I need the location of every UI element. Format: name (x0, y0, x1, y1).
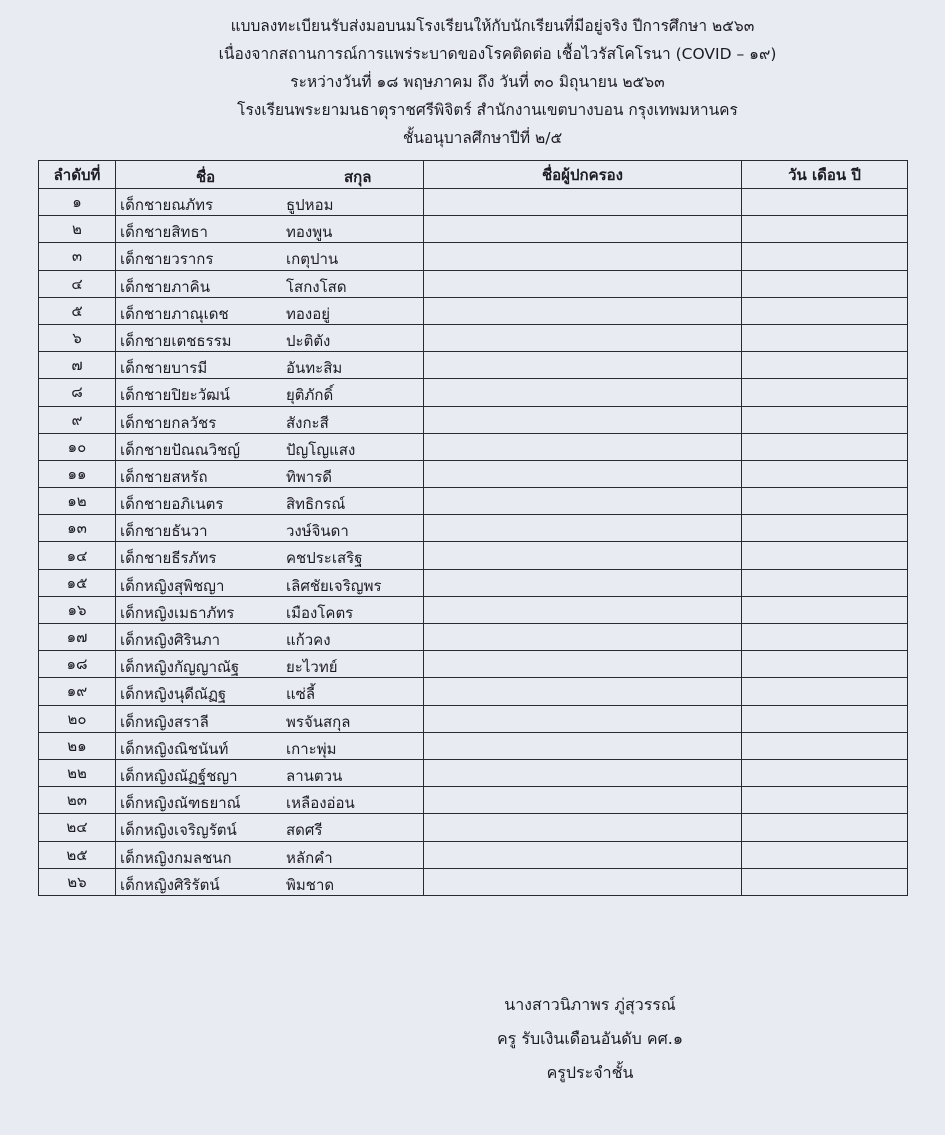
student-name-cell (116, 624, 424, 651)
date-cell[interactable] (742, 379, 908, 406)
student-first-name: เด็กหญิงณัฑธยาณ์ (120, 794, 241, 813)
guardian-name-cell[interactable] (424, 189, 742, 216)
date-cell[interactable] (742, 569, 908, 596)
column-header-date: วัน เดือน ปี (742, 161, 908, 189)
student-last-name: เลิศชัยเจริญพร (286, 576, 382, 595)
row-number: ๑๓ (39, 515, 116, 542)
date-cell[interactable] (742, 787, 908, 814)
table-row (39, 297, 908, 324)
student-first-name: เด็กหญิงสุพิชญา (120, 576, 225, 595)
student-last-name: เกาะพุ่ม (286, 739, 337, 758)
guardian-name-cell[interactable] (424, 488, 742, 515)
guardian-name-cell[interactable] (424, 651, 742, 678)
student-name-cell (116, 814, 424, 841)
row-number: ๔ (39, 270, 116, 297)
student-first-name: เด็กชายเตชธรรม (120, 331, 232, 350)
guardian-name-cell[interactable] (424, 868, 742, 895)
student-name-cell (116, 460, 424, 487)
student-name-cell (116, 569, 424, 596)
table-row (39, 189, 908, 216)
student-first-name: เด็กหญิงณิชนันท์ (120, 739, 229, 758)
student-first-name: เด็กชายอภิเนตร (120, 495, 224, 514)
guardian-name-cell[interactable] (424, 596, 742, 623)
header-school: โรงเรียนพระยามนธาตุราชศรีพิจิตร์ สำนักงานเขตบางบอน กรุงเทพมหานคร (237, 101, 738, 119)
date-cell[interactable] (742, 460, 908, 487)
student-last-name: สดศรี (286, 821, 323, 840)
guardian-name-cell[interactable] (424, 569, 742, 596)
table-row (39, 787, 908, 814)
row-number: ๑๔ (39, 542, 116, 569)
guardian-name-cell[interactable] (424, 297, 742, 324)
student-last-name: วงษ์จินดา (286, 522, 349, 541)
row-number: ๒๖ (39, 868, 116, 895)
date-cell[interactable] (742, 596, 908, 623)
date-cell[interactable] (742, 270, 908, 297)
table-row (39, 841, 908, 868)
student-name-cell (116, 787, 424, 814)
date-cell[interactable] (742, 297, 908, 324)
guardian-name-cell[interactable] (424, 379, 742, 406)
table-row (39, 732, 908, 759)
student-roster-table (38, 160, 908, 896)
row-number: ๒๐ (39, 705, 116, 732)
signature-block (430, 988, 750, 1090)
row-number: ๒ (39, 216, 116, 243)
row-number: ๖ (39, 324, 116, 351)
student-first-name: เด็กชายณภัทร (120, 196, 214, 214)
date-cell[interactable] (742, 542, 908, 569)
table-row (39, 569, 908, 596)
student-last-name: ปะติตัง (286, 331, 331, 350)
date-cell[interactable] (742, 189, 908, 216)
guardian-name-cell[interactable] (424, 705, 742, 732)
guardian-name-cell[interactable] (424, 460, 742, 487)
student-name-cell (116, 379, 424, 406)
row-number: ๑๐ (39, 433, 116, 460)
row-number: ๑๒ (39, 488, 116, 515)
table-row (39, 379, 908, 406)
table-row (39, 352, 908, 379)
student-first-name: เด็กชายบารมี (120, 359, 208, 378)
date-cell[interactable] (742, 216, 908, 243)
student-first-name: เด็กหญิงกัญญาณัฐ (120, 658, 240, 677)
date-cell[interactable] (742, 841, 908, 868)
table-row (39, 515, 908, 542)
student-first-name: เด็กหญิงสราลี (120, 712, 209, 731)
student-last-name: เมืองโคตร (286, 603, 354, 622)
student-name-cell (116, 243, 424, 270)
header-period: ระหว่างวันที่ ๑๘ พฤษภาคม ถึง วันที่ ๓๐ มิถุนายน ๒๕๖๓ (290, 73, 665, 91)
student-name-cell (116, 651, 424, 678)
student-name-cell (116, 406, 424, 433)
student-last-name: ทิพารดี (286, 467, 332, 486)
signature-role: ครูประจำชั้น (546, 1063, 634, 1082)
table-row (39, 270, 908, 297)
student-last-name: เกตุปาน (286, 250, 339, 269)
student-first-name: เด็กหญิงศิริรัตน์ (120, 875, 220, 894)
table-row (39, 596, 908, 623)
student-name-cell (116, 297, 424, 324)
signature-position: ครู รับเงินเดือนอันดับ คศ.๑ (496, 1029, 684, 1048)
student-name-cell (116, 596, 424, 623)
student-first-name: เด็กหญิงศิรินภา (120, 631, 221, 649)
table-header-row (39, 161, 908, 189)
column-header-last-name: สกุล (344, 168, 372, 186)
guardian-name-cell[interactable] (424, 732, 742, 759)
date-cell[interactable] (742, 705, 908, 732)
row-number: ๒๔ (39, 814, 116, 841)
row-number: ๘ (39, 379, 116, 406)
guardian-name-cell[interactable] (424, 515, 742, 542)
guardian-name-cell[interactable] (424, 542, 742, 569)
student-first-name: เด็กชายปัณณวิชญ์ (120, 440, 241, 459)
guardian-name-cell[interactable] (424, 352, 742, 379)
row-number: ๑ (39, 189, 116, 216)
column-header-guardian: ชื่อผู้ปกครอง (424, 161, 742, 189)
row-number: ๑๙ (39, 678, 116, 705)
date-cell[interactable] (742, 515, 908, 542)
guardian-name-cell[interactable] (424, 324, 742, 351)
column-header-no: ลำดับที่ (39, 161, 116, 189)
student-first-name: เด็กหญิงกมลชนก (120, 848, 232, 867)
guardian-name-cell[interactable] (424, 406, 742, 433)
student-name-cell (116, 542, 424, 569)
student-name-cell (116, 678, 424, 705)
date-cell[interactable] (742, 624, 908, 651)
date-cell[interactable] (742, 433, 908, 460)
table-row (39, 814, 908, 841)
date-cell[interactable] (742, 732, 908, 759)
student-first-name: เด็กหญิงเจริญรัตน์ (120, 821, 237, 840)
student-first-name: เด็กชายสหรัถ (120, 467, 208, 486)
student-first-name: เด็กหญิงเมธาภัทร (120, 603, 235, 622)
guardian-name-cell[interactable] (424, 759, 742, 786)
header-reason: เนื่องจากสถานการณ์การแพร่ระบาดของโรคติดต่อ เชื้อไวรัสโคโรนา (COVID – ๑๙) (218, 45, 777, 63)
student-last-name: พรจันสกุล (286, 712, 351, 731)
row-number: ๒๓ (39, 787, 116, 814)
row-number: ๑๑ (39, 460, 116, 487)
date-cell[interactable] (742, 651, 908, 678)
date-cell[interactable] (742, 678, 908, 705)
guardian-name-cell[interactable] (424, 787, 742, 814)
table-row (39, 216, 908, 243)
student-first-name: เด็กชายภาคิน (120, 277, 210, 296)
table-row (39, 460, 908, 487)
student-last-name: สังกะสี (286, 413, 329, 432)
student-last-name: ทองพูน (286, 223, 333, 242)
table-row (39, 488, 908, 515)
student-last-name: ยุติภักดิ์ (286, 386, 334, 405)
student-first-name: เด็กชายวรากร (120, 250, 214, 269)
row-number: ๗ (39, 352, 116, 379)
column-header-first-name: ชื่อ (196, 168, 216, 186)
date-cell[interactable] (742, 814, 908, 841)
table-row (39, 651, 908, 678)
guardian-name-cell[interactable] (424, 270, 742, 297)
student-last-name: ปัญโญแสง (286, 440, 356, 459)
table-row (39, 243, 908, 270)
table-row (39, 542, 908, 569)
date-cell[interactable] (742, 488, 908, 515)
student-last-name: เหลืองอ่อน (286, 794, 355, 813)
date-cell[interactable] (742, 243, 908, 270)
student-name-cell (116, 270, 424, 297)
date-cell[interactable] (742, 324, 908, 351)
document-header (0, 12, 945, 152)
column-header-name (116, 161, 424, 189)
student-name-cell (116, 759, 424, 786)
table-body (39, 189, 908, 896)
student-last-name: พิมชาด (286, 875, 335, 894)
student-name-cell (116, 868, 424, 895)
student-last-name: แซ่ลี้ (286, 685, 316, 704)
guardian-name-cell[interactable] (424, 814, 742, 841)
table-row (39, 406, 908, 433)
row-number: ๕ (39, 297, 116, 324)
guardian-name-cell[interactable] (424, 433, 742, 460)
student-name-cell (116, 732, 424, 759)
student-name-cell (116, 705, 424, 732)
student-last-name: แก้วคง (286, 631, 331, 649)
row-number: ๓ (39, 243, 116, 270)
student-first-name: เด็กชายภาณุเดช (120, 304, 229, 323)
signature-name: นางสาวนิภาพร ภู่สุวรรณ์ (504, 995, 676, 1014)
row-number: ๑๗ (39, 624, 116, 651)
student-first-name: เด็กชายสิทธา (120, 223, 208, 242)
guardian-name-cell[interactable] (424, 624, 742, 651)
guardian-name-cell[interactable] (424, 678, 742, 705)
date-cell[interactable] (742, 352, 908, 379)
table-row (39, 324, 908, 351)
table-row (39, 868, 908, 895)
guardian-name-cell[interactable] (424, 841, 742, 868)
student-name-cell (116, 352, 424, 379)
student-last-name: หลักคำ (286, 848, 333, 867)
row-number: ๑๖ (39, 596, 116, 623)
student-name-cell (116, 433, 424, 460)
student-last-name: สิทธิกรณ์ (286, 495, 346, 514)
student-first-name: เด็กหญิงนุดีณัฏฐ (120, 685, 227, 704)
student-last-name: โสกงโสด (286, 277, 347, 296)
student-name-cell (116, 515, 424, 542)
row-number: ๒๕ (39, 841, 116, 868)
student-first-name: เด็กชายธีรภัทร (120, 549, 217, 568)
row-number: ๑๘ (39, 651, 116, 678)
guardian-name-cell[interactable] (424, 243, 742, 270)
student-name-cell (116, 841, 424, 868)
student-name-cell (116, 488, 424, 515)
header-class: ชั้นอนุบาลศึกษาปีที่ ๒/๕ (402, 129, 563, 147)
student-last-name: คชประเสริฐ (286, 549, 363, 568)
student-name-cell (116, 324, 424, 351)
table-row (39, 705, 908, 732)
date-cell[interactable] (742, 406, 908, 433)
student-name-cell (116, 216, 424, 243)
student-last-name: ธูปหอม (286, 196, 334, 214)
student-first-name: เด็กชายกลวัชร (120, 413, 217, 432)
table-row (39, 759, 908, 786)
table-row (39, 624, 908, 651)
student-first-name: เด็กชายปิยะวัฒน์ (120, 386, 230, 405)
guardian-name-cell[interactable] (424, 216, 742, 243)
student-last-name: ทองอยู่ (286, 304, 331, 323)
header-title: แบบลงทะเบียนรับส่งมอบนมโรงเรียนให้กับนักเรียนที่มีอยู่จริง ปีการศึกษา ๒๕๖๓ (230, 17, 755, 35)
student-name-cell (116, 189, 424, 216)
row-number: ๙ (39, 406, 116, 433)
student-last-name: อันทะสิม (286, 359, 343, 378)
student-last-name: ยะไวทย์ (286, 658, 338, 677)
row-number: ๒๑ (39, 732, 116, 759)
row-number: ๑๕ (39, 569, 116, 596)
student-last-name: ลานตวน (286, 766, 343, 785)
row-number: ๒๒ (39, 759, 116, 786)
table-row (39, 433, 908, 460)
date-cell[interactable] (742, 759, 908, 786)
date-cell[interactable] (742, 868, 908, 895)
student-first-name: เด็กชายธันวา (120, 522, 208, 541)
student-first-name: เด็กหญิงณัฏฐ์ชญา (120, 766, 238, 785)
table-row (39, 678, 908, 705)
